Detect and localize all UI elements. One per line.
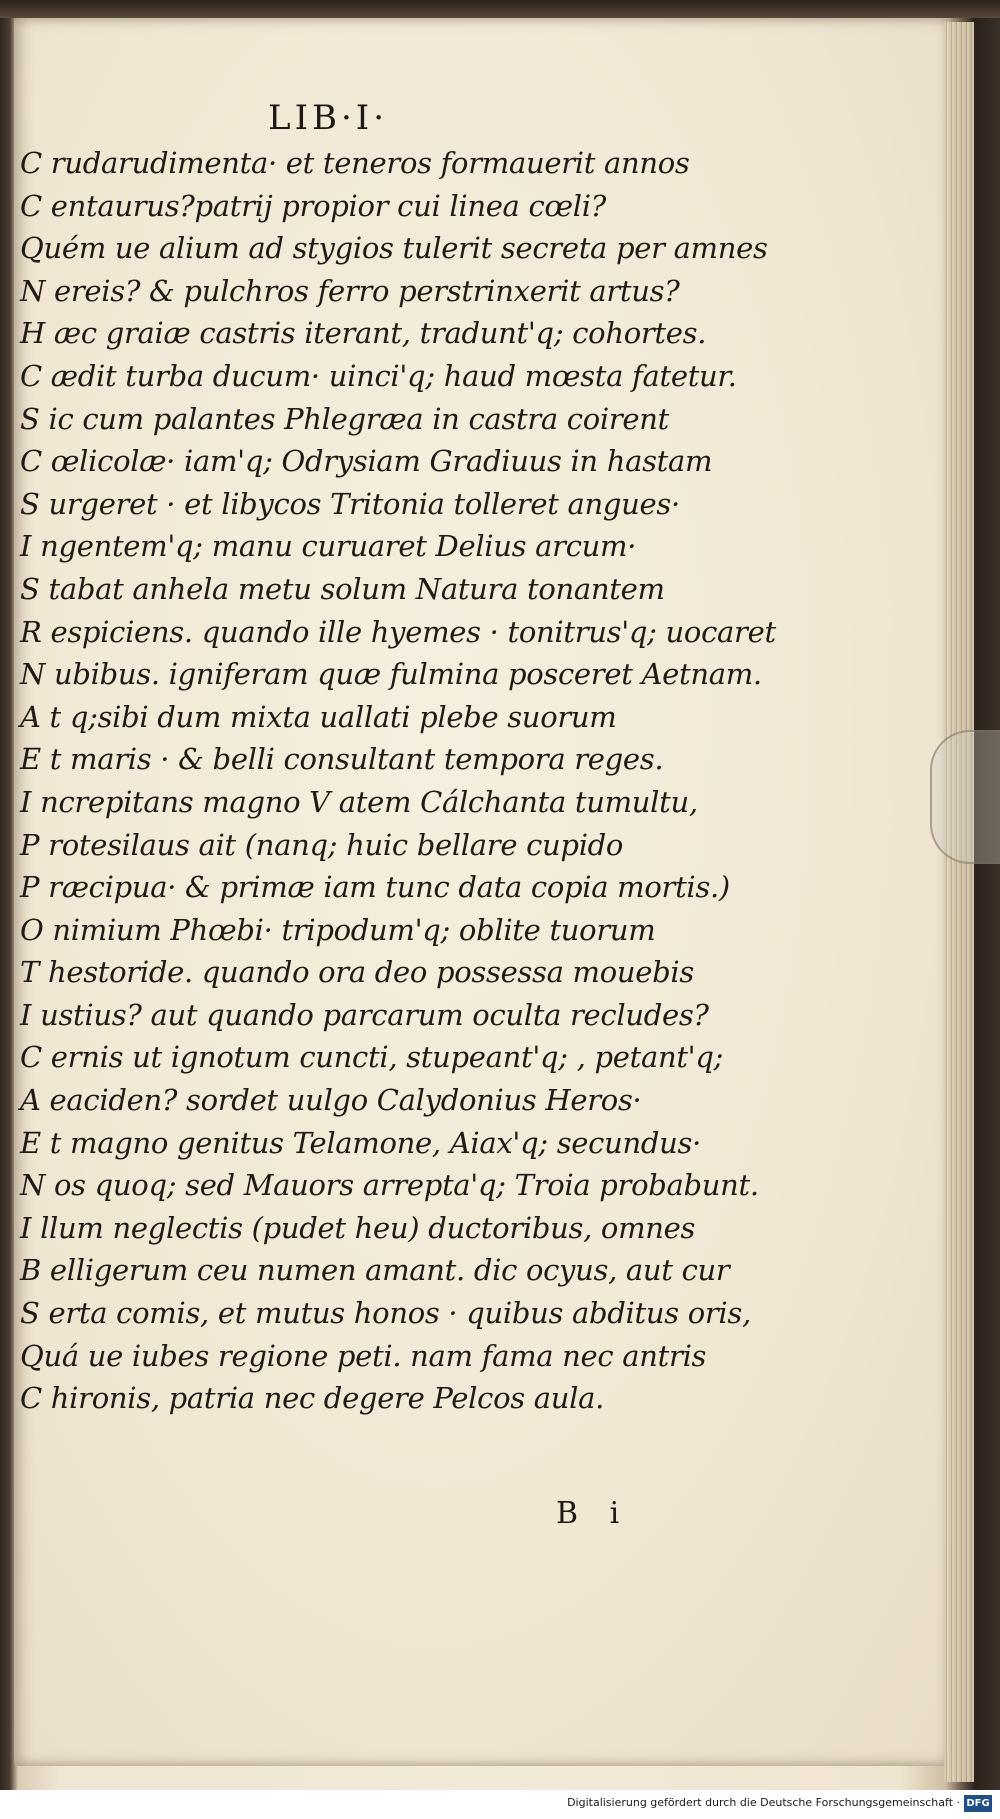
verse-line: C ernis ut ignotum cuncti, stupeant'q; , petant'q;: [20, 1040, 724, 1075]
verse-line: T hestoride. quando ora deo possessa mouebis: [20, 955, 694, 990]
running-header: LIB·I·: [268, 98, 389, 138]
verse-line: Quém ue alium ad stygios tulerit secreta per amnes: [20, 231, 768, 266]
footer-bar: [0, 1790, 1000, 1819]
verse-line: C œlicolæ· iam'q; Odrysiam Gradiuus in hastam: [20, 444, 713, 479]
verse-line: C rudarudimenta· et teneros formauerit annos: [20, 146, 690, 180]
signature-mark: B i: [556, 1496, 620, 1531]
verse-line: E t maris · & belli consultant tempora reges.: [20, 742, 664, 777]
verse-line: C hironis, patria nec degere Pelcos aula.: [20, 1381, 604, 1416]
verse-line: H æc graiæ castris iterant, tradunt'q; cohortes.: [20, 316, 707, 351]
funding-credit: Digitalisierung gefördert durch die Deutsche Forschungsgemeinschaft ·: [567, 1796, 960, 1809]
verse-line: B elligerum ceu numen amant. dic ocyus, aut cur: [20, 1253, 730, 1288]
verse-line: A t q;sibi dum mixta uallati plebe suorum: [20, 699, 617, 734]
verse-line: S ic cum palantes Phlegræa in castra coirent: [20, 401, 670, 436]
verse-line: C entaurus?patrij propior cui linea cœli?: [20, 188, 606, 223]
verse-line: S tabat anhela metu solum Natura tonantem: [20, 571, 665, 606]
clip-tab: [930, 730, 1000, 864]
verse-line: S erta comis, et mutus honos · quibus abditus oris,: [20, 1296, 751, 1331]
verse-line: Quá ue iubes regione peti. nam fama nec antris: [20, 1338, 707, 1373]
verse-line: P rotesilaus ait (nanq; huic bellare cupido: [20, 827, 624, 862]
verse-line: N os quoq; sed Mauors arrepta'q; Troia probabunt.: [20, 1168, 759, 1203]
verse-line: R espiciens. quando ille hyemes · tonitrus'q; uocaret: [20, 614, 776, 649]
verse-line: I llum neglectis (pudet heu) ductoribus, omnes: [20, 1210, 696, 1245]
page-edges: [944, 22, 974, 1782]
verse-line: O nimium Phœbi· tripodum'q; oblite tuorum: [20, 912, 656, 947]
verse-line: I ngentem'q; manu curuaret Delius arcum·: [20, 529, 637, 564]
verse-line: C ædit turba ducum· uinci'q; haud mœsta fatetur.: [20, 358, 737, 393]
verse-line: A eaciden? sordet uulgo Calydonius Heros·: [20, 1083, 642, 1118]
book-top-edge: [0, 0, 1000, 18]
verse-line: I ncrepitans magno V atem Cálchanta tumultu,: [20, 784, 698, 819]
verse-line: N ubibus. igniferam quæ fulmina posceret Aetnam.: [20, 657, 762, 692]
verse-line: E t magno genitus Telamone, Aiax'q; secundus·: [20, 1125, 701, 1160]
verse-line: P ræcipua· & primæ iam tunc data copia mortis.): [20, 870, 730, 905]
verse-line: N ereis? & pulchros ferro perstrinxerit artus?: [20, 273, 680, 308]
verse-list: [20, 142, 930, 1420]
verse-line: I ustius? aut quando parcarum oculta recludes?: [20, 997, 709, 1032]
dfg-logo: DFG: [964, 1795, 992, 1812]
verse-line: S urgeret · et libycos Tritonia tolleret angues·: [20, 486, 680, 521]
